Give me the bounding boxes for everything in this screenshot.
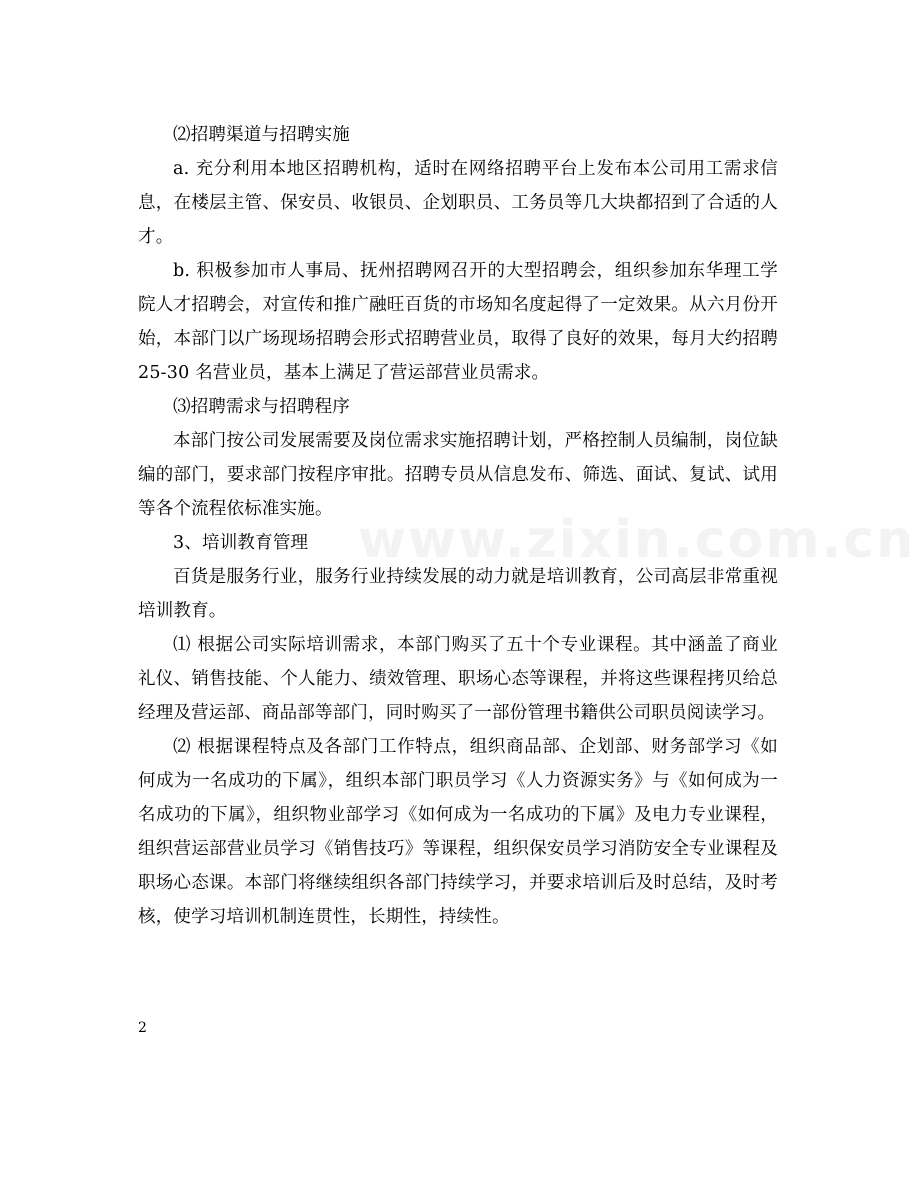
paragraph-item-b: b. 积极参加市人事局、抚州招聘网召开的大型招聘会，组织参加东华理工学院人才招聘会，对宣传和推广融旺百货的市场知名度起得了一定效果。从六月份开始，本部门以广场现场招聘会形式招聘营业员，取得了良好的效果，每月大约招聘 25-30 名营业员，基本上满足了营运部营业员需求。 (138, 261, 778, 383)
paragraph-training-1: ⑴ 根据公司实际培训需求，本部门购买了五十个专业课程。其中涵盖了商业礼仪、销售技能、个人能力、绩效管理、职场心态等课程，并将这些课程拷贝给总经理及营运部、商品部等部门，同时购买了一部份管理书籍供公司职员阅读学习。 (138, 635, 778, 723)
heading-recruitment-channels: ⑵招聘渠道与招聘实施 (173, 125, 350, 145)
paragraph-training-2: ⑵ 根据课程特点及各部门工作特点，组织商品部、企划部、财务部学习《如何成为一名成功的下属》，组织本部门职员学习《人力资源实务》与《如何成为一名成功的下属》，组织物业部学习《如何成为一名成功的下属》及电力专业课程，组织营运部营业员学习《销售技巧》等课程，组织保安员学习消防安全专业课程及职场心态课。本部门将继续组织各部门持续学习，并要求培训后及时总结，及时考核，使学习培训机制连贯性，长期性，持续性。 (138, 737, 778, 927)
paragraph-item-a: a. 充分利用本地区招聘机构，适时在网络招聘平台上发布本公司用工需求信息，在楼层主管、保安员、收银员、企划职员、工务员等几大块都招到了合适的人才。 (138, 159, 778, 247)
heading-training-management: 3、培训教育管理 (173, 533, 309, 553)
paragraph-procedure: 本部门按公司发展需要及岗位需求实施招聘计划，严格控制人员编制，岗位缺编的部门，要求部门按程序审批。招聘专员从信息发布、筛选、面试、复试、试用等各个流程依标准实施。 (138, 431, 778, 519)
watermark: www.zixin.com.cn (358, 510, 916, 570)
page-number: 2 (138, 1020, 147, 1036)
document-body (138, 118, 778, 934)
paragraph-training-intro: 百货是服务行业，服务行业持续发展的动力就是培训教育，公司高层非常重视培训教育。 (138, 567, 778, 621)
heading-recruitment-procedure: ⑶招聘需求与招聘程序 (173, 397, 350, 417)
